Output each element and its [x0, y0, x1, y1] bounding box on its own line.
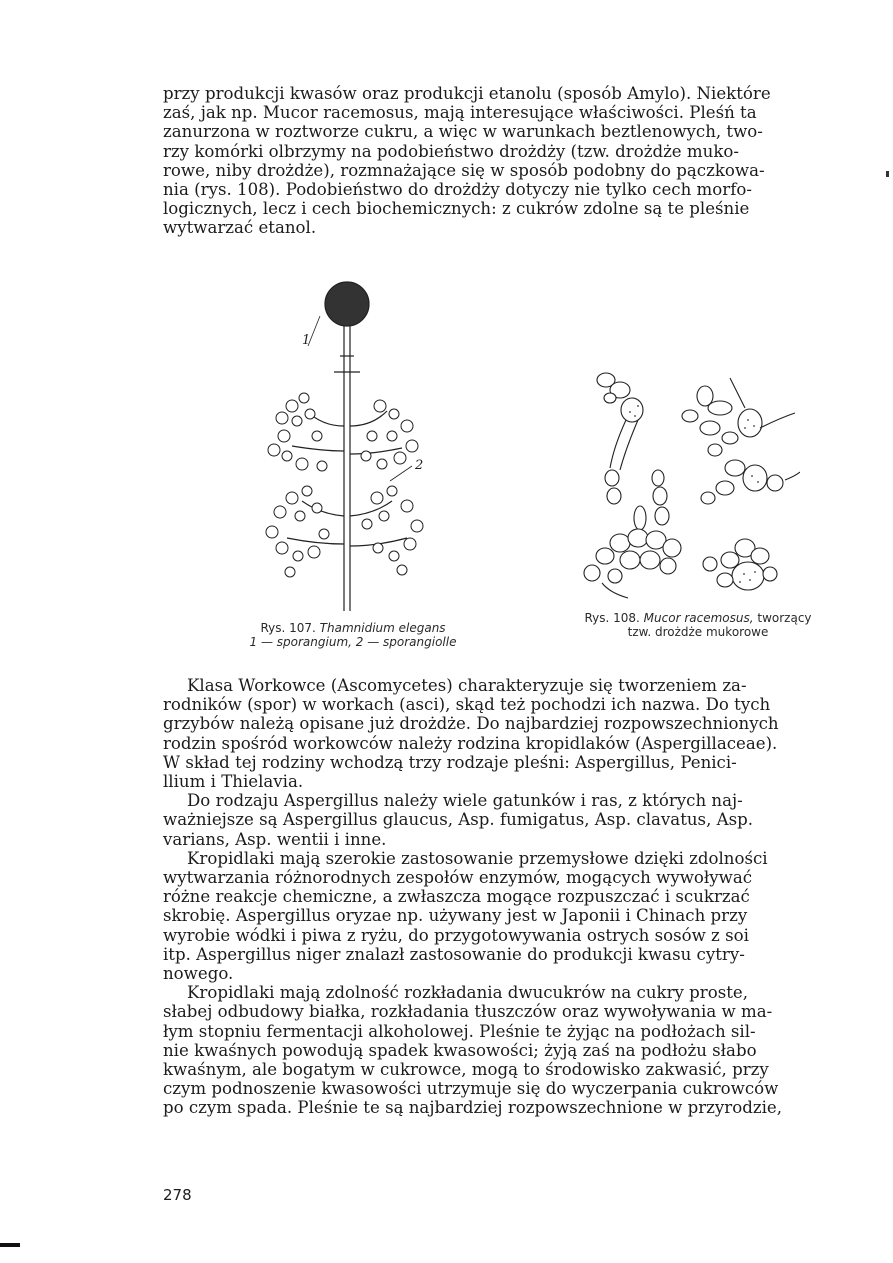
- figure-108-caption: [548, 611, 848, 639]
- caption-line-2: tzw. drożdże mukorowe: [627, 625, 769, 639]
- text-line: Kropidlaki mają szerokie zastosowanie przemysłowe dzięki zdolności: [187, 848, 768, 868]
- text-line: logicznych, lecz i cech biochemicznych: z cukrów zdolne są te pleśnie: [163, 199, 750, 219]
- text-line: wyrobie wódki i piwa z ryżu, do przygotowywania ostrych sosów z soi: [163, 925, 749, 945]
- text-line: Kropidlaki mają zdolność rozkładania dwucukrów na cukry proste,: [187, 983, 748, 1003]
- species-name: Mucor racemosus,: [643, 611, 754, 625]
- text-line: po czym spada. Pleśnie te są najbardziej rozpowszechnione w przyrodzie,: [163, 1098, 782, 1118]
- figure-107-caption: [198, 621, 508, 649]
- caption-line: [198, 621, 508, 635]
- paragraph-ascomycetes: [163, 676, 839, 791]
- text-line: rodzin spośród workowców należy rodzina kropidlaków (Aspergillaceae).: [163, 733, 778, 753]
- species-name: Thamnidium elegans: [319, 621, 446, 635]
- text-line: ważniejsze są Aspergillus glaucus, Asp. fumigatus, Asp. clavatus, Asp.: [163, 810, 754, 830]
- text-line: przy produkcji kwasów oraz produkcji etanolu (sposób Amylo). Niektóre: [163, 84, 771, 103]
- text-line: rowe, niby drożdże), rozmnażające się w sposób podobny do pączkowa-: [163, 160, 765, 180]
- paragraph-industrial-use: [163, 849, 839, 983]
- top-paragraph: [163, 84, 839, 238]
- label-1: 1: [302, 333, 311, 348]
- paragraph-metabolism: [163, 983, 839, 1117]
- text-line: rodników (spor) w workach (asci), skąd też pochodzi ich nazwa. Do tych: [163, 695, 771, 715]
- text-line: skrobię. Aspergillus oryzae np. używany jest w Japonii i Chinach przy: [163, 906, 748, 926]
- text-line: rzy komórki olbrzymy na podobieństwo drożdży (tzw. drożdże muko-: [163, 141, 739, 161]
- text-line: Do rodzaju Aspergillus należy wiele gatunków i ras, z których naj-: [187, 791, 743, 811]
- text-line: Klasa Workowce (Ascomycetes) charakteryzuje się tworzeniem za-: [187, 676, 747, 695]
- caption-suffix: tworzący: [757, 611, 812, 625]
- text-line: itp. Aspergillus niger znalazł zastosowanie do produkcji kwasu cytry-: [163, 944, 745, 964]
- text-line: słabej odbudowy białka, rozkładania tłuszczów oraz wywoływania w ma-: [163, 1002, 773, 1022]
- paragraph-lines: [163, 84, 839, 238]
- text-line: varians, Asp. wentii i inne.: [163, 829, 387, 849]
- text-line: wytwarzania różnorodnych zespołów enzymów, mogących wywoływać: [163, 868, 753, 888]
- mucor-yeast-illustration: [580, 368, 800, 608]
- body-text: [163, 676, 839, 1118]
- text-line: W skład tej rodziny wchodzą trzy rodzaje pleśni: Aspergillus, Penici-: [163, 752, 737, 772]
- text-line: kwaśnym, ale bogatym w cukrowce, mogą to środowisko zakwasić, przy: [163, 1060, 769, 1080]
- text-line: nia (rys. 108). Podobieństwo do drożdży dotyczy nie tylko cech morfo-: [163, 180, 752, 200]
- text-line: czym podnoszenie kwasowości utrzymuje się do wyczerpania cukrowców: [163, 1079, 779, 1099]
- text-line: różne reakcje chemiczne, a zwłaszcza mogące rozpuszczać i scukrzać: [163, 887, 750, 907]
- text-line: zaś, jak np. Mucor racemosus, mają interesujące właściwości. Pleśń ta: [163, 103, 757, 123]
- caption-prefix: Rys. 107.: [260, 621, 316, 635]
- paragraph-aspergillus: [163, 791, 839, 849]
- thamnidium-illustration: [262, 276, 432, 616]
- text-line: nie kwaśnych powodują spadek kwasowości; żyją zaś na podłożu słabo: [163, 1040, 757, 1060]
- caption-prefix: Rys. 108.: [584, 611, 640, 625]
- text-line: wytwarzać etanol.: [163, 218, 317, 238]
- text-line: grzybów należą opisane już drożdże. Do najbardziej rozpowszechnionych: [163, 714, 779, 734]
- caption-legend: 1 — sporangium, 2 — sporangiolle: [249, 635, 457, 649]
- text-line: zanurzona w roztworze cukru, a więc w warunkach beztlenowych, two-: [163, 122, 763, 142]
- text-line: łym stopniu fermentacji alkoholowej. Pleśnie te żyjąc na podłożach sil-: [163, 1021, 756, 1041]
- page-number: 278: [163, 1186, 192, 1204]
- scan-edge-mark: [0, 1243, 20, 1247]
- scan-edge-dot: [886, 171, 889, 177]
- label-2: 2: [415, 458, 424, 473]
- caption-line: [548, 611, 848, 625]
- text-line: nowego.: [163, 964, 234, 984]
- text-line: llium i Thielavia.: [163, 772, 304, 792]
